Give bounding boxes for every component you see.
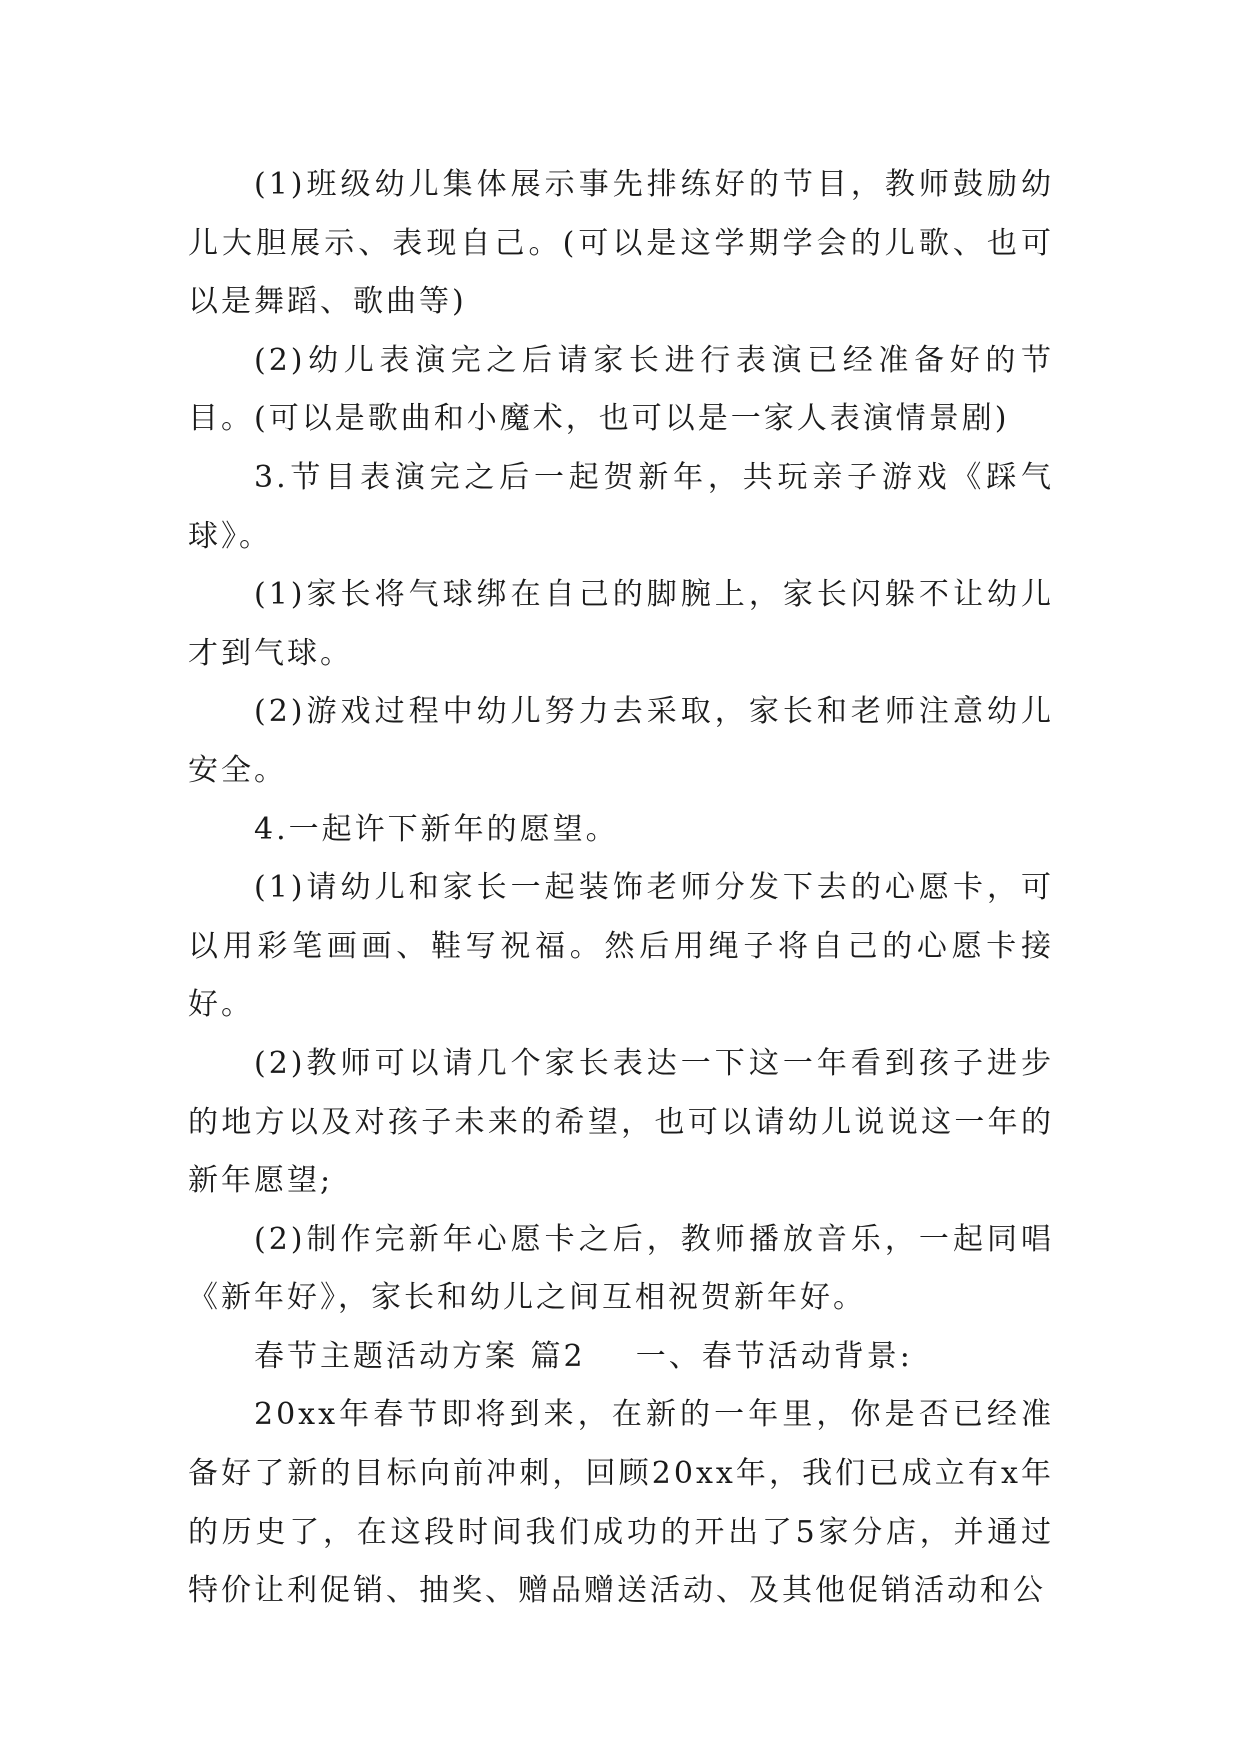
paragraph-wish-card: (1)请幼儿和家长一起装饰老师分发下去的心愿卡，可以用彩笔画画、鞋写祝福。然后用绳子将自己的心愿卡接好。 [188,870,1054,1023]
paragraph-sing-together: (2)制作完新年心愿卡之后，教师播放音乐，一起同唱《新年好》，家长和幼儿之间互相祝贺新年好。 [188,1221,1054,1316]
paragraph-parent-expression: (2)教师可以请几个家长表达一下这一年看到孩子进步的地方以及对孩子未来的希望，也可以请幼儿说说这一年的新年愿望; [188,1045,1054,1199]
section-heading: 春节主题活动方案 篇2 一、春节活动背景: [254,1338,913,1374]
document-body [188,156,1054,1621]
paragraph-class-performance: (1)班级幼儿集体展示事先排练好的节目，教师鼓励幼儿大胆展示、表现自己。(可以是这学期学会的儿歌、也可以是舞蹈、歌曲等) [188,167,1054,320]
paragraph-balloon-rule: (1)家长将气球绑在自己的脚腕上，家长闪躲不让幼儿才到气球。 [188,577,1054,671]
paragraph-new-year-wish: 4.一起许下新年的愿望。 [254,811,619,847]
paragraph-game-safety: (2)游戏过程中幼儿努力去采取，家长和老师注意幼儿安全。 [188,694,1054,788]
paragraph-balloon-game: 3.节目表演完之后一起贺新年，共玩亲子游戏《踩气球》。 [188,459,1054,554]
paragraph-parent-performance: (2)幼儿表演完之后请家长进行表演已经准备好的节目。(可以是歌曲和小魔术，也可以是一家人表演情景剧) [188,342,1054,437]
paragraph-background: 20xx年春节即将到来，在新的一年里，你是否已经准备好了新的目标向前冲刺，回顾20xx年，我们已成立有x年的历史了，在这段时间我们成功的开出了5家分店，并通过特价让利促销、抽奖、赠品赠送活动、及其他促销活动和公 [188,1397,1054,1609]
